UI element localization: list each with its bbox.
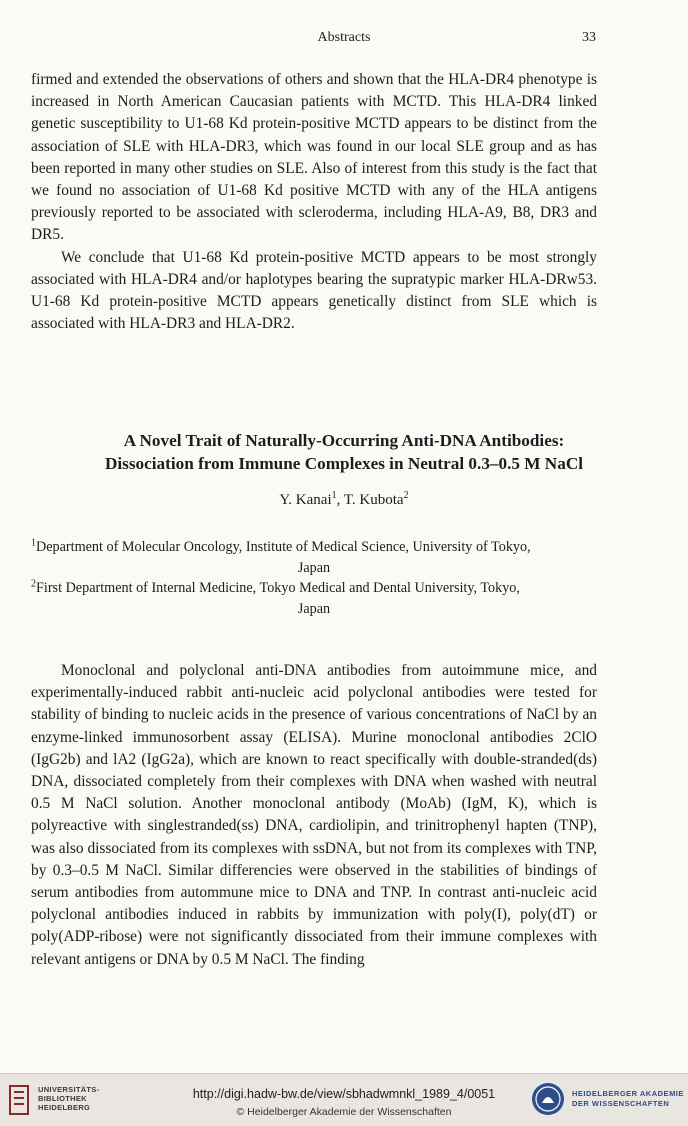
library-name: UNIVERSITÄTS- BIBLIOTHEK HEIDELBERG	[38, 1085, 100, 1112]
digitization-footer	[0, 1073, 688, 1126]
affiliation-marker: 2	[31, 578, 36, 590]
source-link[interactable]: http://digi.hadw-bw.de/view/sbhadwmnkl_1989_4/0051	[192, 1087, 496, 1101]
affiliation-country: Japan	[297, 559, 331, 576]
paragraph: We conclude that U1-68 Kd protein-positive MCTD appears to be most strongly associated with HLA-DR4 and/or haplotypes bearing the supratypic marker HLA-DRw53. U1-68 Kd protein-positive MCTD appears genetically distinct from SLE which is associated with HLA-DR3 and HLA-DR2.	[31, 248, 597, 333]
abstract-title	[20, 429, 668, 475]
previous-abstract-continuation	[31, 69, 597, 335]
author-affiliation-marker: 2	[403, 490, 409, 501]
abstract-body	[31, 660, 597, 971]
author-affiliation-marker: 1	[331, 490, 337, 501]
academy-name: HEIDELBERGER AKADEMIE DER WISSENSCHAFTEN	[572, 1089, 684, 1108]
paragraph: firmed and extended the observations of others and shown that the HLA-DR4 phenotype is increased in North American Caucasian patients with MCTD. This HLA-DR4 linked genetic susceptibility to U1-68 Kd protein-positive MCTD appears to be distinct from the association of SLE with HLA-DR3, which was found in our local SLE group and as has been reported in many other studies on SLE. Also of interest from this study is the fact that we found no association of U1-68 Kd positive MCTD with any of the HLA antigens previously reported to be associated with scleroderma, including HLA-A9, B8, DR3 and DR5.	[31, 71, 597, 244]
title-line: Dissociation from Immune Complexes in Neutral 0.3–0.5 M NaCl	[104, 454, 584, 473]
author-line	[0, 492, 688, 509]
affiliation-marker: 1	[31, 537, 36, 549]
author-separator: ,	[336, 492, 344, 508]
affiliation-text: Department of Molecular Oncology, Institute of Medical Science, University of Tokyo,	[36, 539, 531, 555]
author-name: T. Kubota	[343, 492, 404, 508]
paragraph: Monoclonal and polyclonal anti-DNA antibodies from autoimmune mice, and experimentally-induced rabbit anti-nucleic acid polyclonal antibodies were tested for stability of binding to nucleic acids in the presence of various concentrations of NaCl by an enzyme-linked immunosorbent assay (ELISA). Murine monoclonal antibodies 2ClO (IgG2b) and lA2 (IgG2a), which are known to react specifically with double-stranded(ds) DNA, dissociated completely from their complexes with DNA when washed with neutral 0.5 M NaCl solution. Another monoclonal antibody (MoAb) (IgM, K), which is polyreactive with singlestranded(ss) DNA, cardiolipin, and trinitrophenyl hapten (TNP), was also dissociated from its complexes with ssDNA, but not from its complexes with TNP, by 0.3–0.5 M NaCl. Similar differencies were observed in the stabilities of bindings of serum antibodies from autommune mice to DNA and TNP. In contrast anti-nucleic acid polyclonal antibodies induced in rabbits by immunization with poly(I), poly(dT) or poly(ADP-ribose) were not significantly dissociated from their immune complexes with relevant antigens or DNA by 0.5 M NaCl. The finding	[31, 662, 597, 968]
affiliation	[31, 537, 597, 578]
affiliation-text: First Department of Internal Medicine, Tokyo Medical and Dental University, Tokyo,	[36, 580, 520, 596]
copyright-notice: © Heidelberger Akademie der Wissenschaften	[236, 1106, 452, 1118]
author-name: Y. Kanai	[279, 492, 332, 508]
running-title: Abstracts	[317, 30, 371, 45]
affiliation	[31, 578, 597, 619]
academy-seal-icon	[530, 1081, 566, 1117]
affiliation-country: Japan	[297, 600, 331, 617]
affiliations	[31, 537, 597, 619]
page-number: 33	[582, 30, 596, 45]
title-line: A Novel Trait of Naturally-Occurring Anti-DNA Antibodies:	[123, 431, 565, 450]
